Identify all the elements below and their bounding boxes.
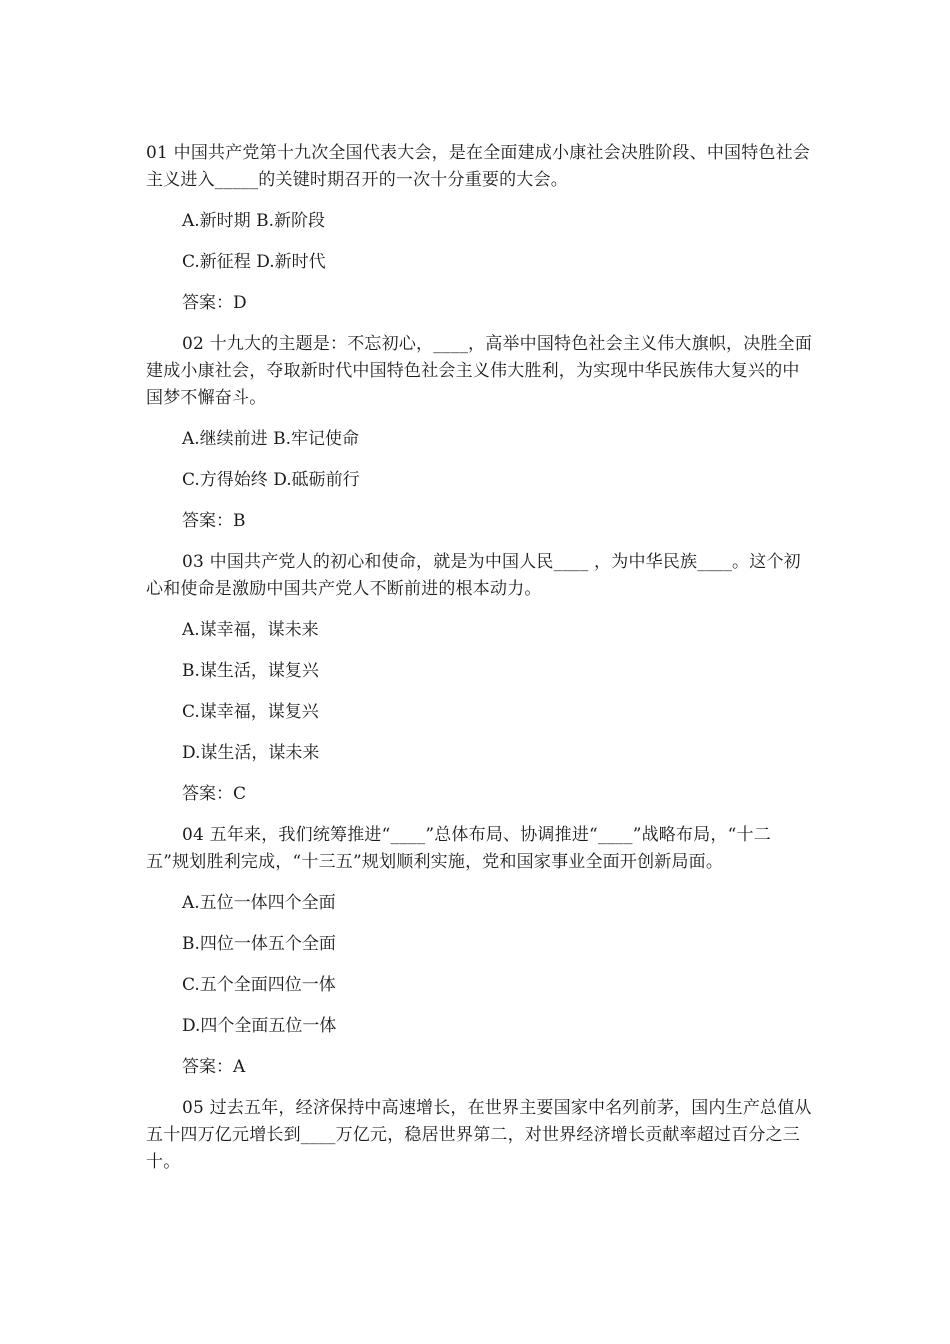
option-line: A.新时期 B.新阶段 — [182, 211, 325, 231]
question-text: 05 过去五年，经济保持中高速增长，在世界主要国家中名列前茅，国内生产总值从五十四万亿元增长到____万亿元，稳居世界第二，对世界经济增长贡献率超过百分之三十。 — [146, 1098, 812, 1172]
option-line: A.谋幸福，谋未来 — [182, 620, 319, 640]
document-page — [146, 140, 814, 1176]
question-03 — [146, 549, 814, 822]
answer-line: 答案：D — [182, 293, 247, 313]
question-02 — [146, 331, 814, 549]
option-line: B.四位一体五个全面 — [182, 934, 336, 954]
option-line: A.继续前进 B.牢记使命 — [182, 429, 359, 449]
answer-line: 答案：B — [182, 511, 246, 531]
option-line: D.谋生活，谋未来 — [182, 743, 320, 763]
option-line: C.谋幸福，谋复兴 — [182, 702, 319, 722]
answer-line: 答案：C — [182, 784, 247, 804]
option-line: C.新征程 D.新时代 — [182, 252, 326, 272]
question-01 — [146, 140, 814, 331]
answer-line: 答案：A — [182, 1057, 246, 1077]
question-text: 04 五年来，我们统筹推进“____”总体布局、协调推进“____”战略布局，“十二五”规划胜利完成，“十三五”规划顺利实施，党和国家事业全面开创新局面。 — [146, 825, 771, 872]
option-line: B.谋生活，谋复兴 — [182, 661, 319, 681]
option-line: C.方得始终 D.砥砺前行 — [182, 470, 360, 490]
option-line: C.五个全面四位一体 — [182, 975, 336, 995]
option-line: A.五位一体四个全面 — [182, 893, 336, 913]
question-text: 02 十九大的主题是：不忘初心，____，高举中国特色社会主义伟大旗帜，决胜全面建成小康社会，夺取新时代中国特色社会主义伟大胜利，为实现中华民族伟大复兴的中国梦不懈奋斗。 — [146, 334, 813, 408]
option-line: D.四个全面五位一体 — [182, 1016, 337, 1036]
question-04 — [146, 822, 814, 1095]
question-text: 03 中国共产党人的初心和使命，就是为中国人民____ ，为中华民族____。这个初心和使命是激励中国共产党人不断前进的根本动力。 — [146, 552, 801, 599]
question-05 — [146, 1095, 814, 1176]
question-text: 01 中国共产党第十九次全国代表大会，是在全面建成小康社会决胜阶段、中国特色社会主义进入_____的关键时期召开的一次十分重要的大会。 — [146, 143, 811, 190]
